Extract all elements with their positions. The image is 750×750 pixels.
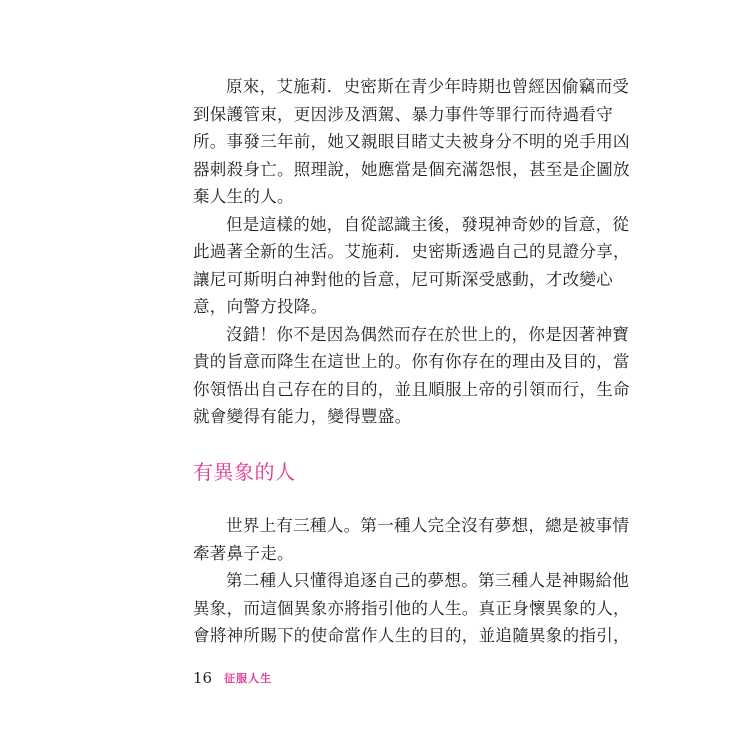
running-title: 征服人生 bbox=[224, 672, 273, 685]
text-line: 此過著全新的生活。艾施莉．史密斯透過自己的見證分享， bbox=[193, 242, 630, 261]
paragraph bbox=[193, 211, 630, 321]
text-line: 讓尼可斯明白神對他的旨意，尼可斯深受感動，才改變心 bbox=[193, 269, 613, 289]
paragraph bbox=[193, 321, 630, 431]
text-line: 世界上有三種人。第一種人完全沒有夢想，總是被事情 bbox=[226, 516, 630, 535]
text-line: 貴的旨意而降生在這世上的。你有你存在的理由及目的，當 bbox=[193, 352, 630, 371]
section-heading: 有異象的人 bbox=[193, 460, 296, 484]
text-line: 意，向警方投降。 bbox=[193, 297, 328, 316]
paragraph bbox=[193, 512, 630, 567]
paragraph bbox=[193, 73, 630, 211]
paragraph bbox=[193, 567, 630, 650]
text-line: 異象，而這個異象亦將指引他的人生。真正身懷異象的人， bbox=[193, 598, 630, 618]
page-number: 16 bbox=[193, 669, 213, 687]
page-footer bbox=[193, 668, 272, 688]
text-line: 原來，艾施莉．史密斯在青少年時期也曾經因偷竊而受 bbox=[226, 77, 630, 96]
text-line: 棄人生的人。 bbox=[193, 187, 294, 206]
text-line: 器刺殺身亡。照理說，她應當是個充滿怨恨，甚至是企圖放 bbox=[193, 159, 630, 179]
text-line: 會將神所賜下的使命當作人生的目的，並追隨異象的指引， bbox=[193, 626, 630, 645]
text-line: 你領悟出自己存在的目的，並且順服上帝的引領而行，生命 bbox=[193, 379, 630, 399]
text-line: 牽著鼻子走。 bbox=[193, 543, 294, 563]
text-line: 到保護管束，更因涉及酒駕、暴力事件等罪行而待過看守 bbox=[193, 104, 613, 124]
text-line: 第二種人只懂得追逐自己的夢想。第三種人是神賜給他 bbox=[226, 571, 630, 590]
text-line: 所。事發三年前，她又親眼目睹丈夫被身分不明的兇手用凶 bbox=[193, 132, 630, 151]
text-line: 沒錯！你不是因為偶然而存在於世上的，你是因著神寶 bbox=[226, 324, 630, 344]
text-line: 但是這樣的她，自從認識主後，發現神奇妙的旨意，從 bbox=[226, 214, 630, 234]
text-line: 就會變得有能力，變得豐盛。 bbox=[193, 407, 412, 426]
